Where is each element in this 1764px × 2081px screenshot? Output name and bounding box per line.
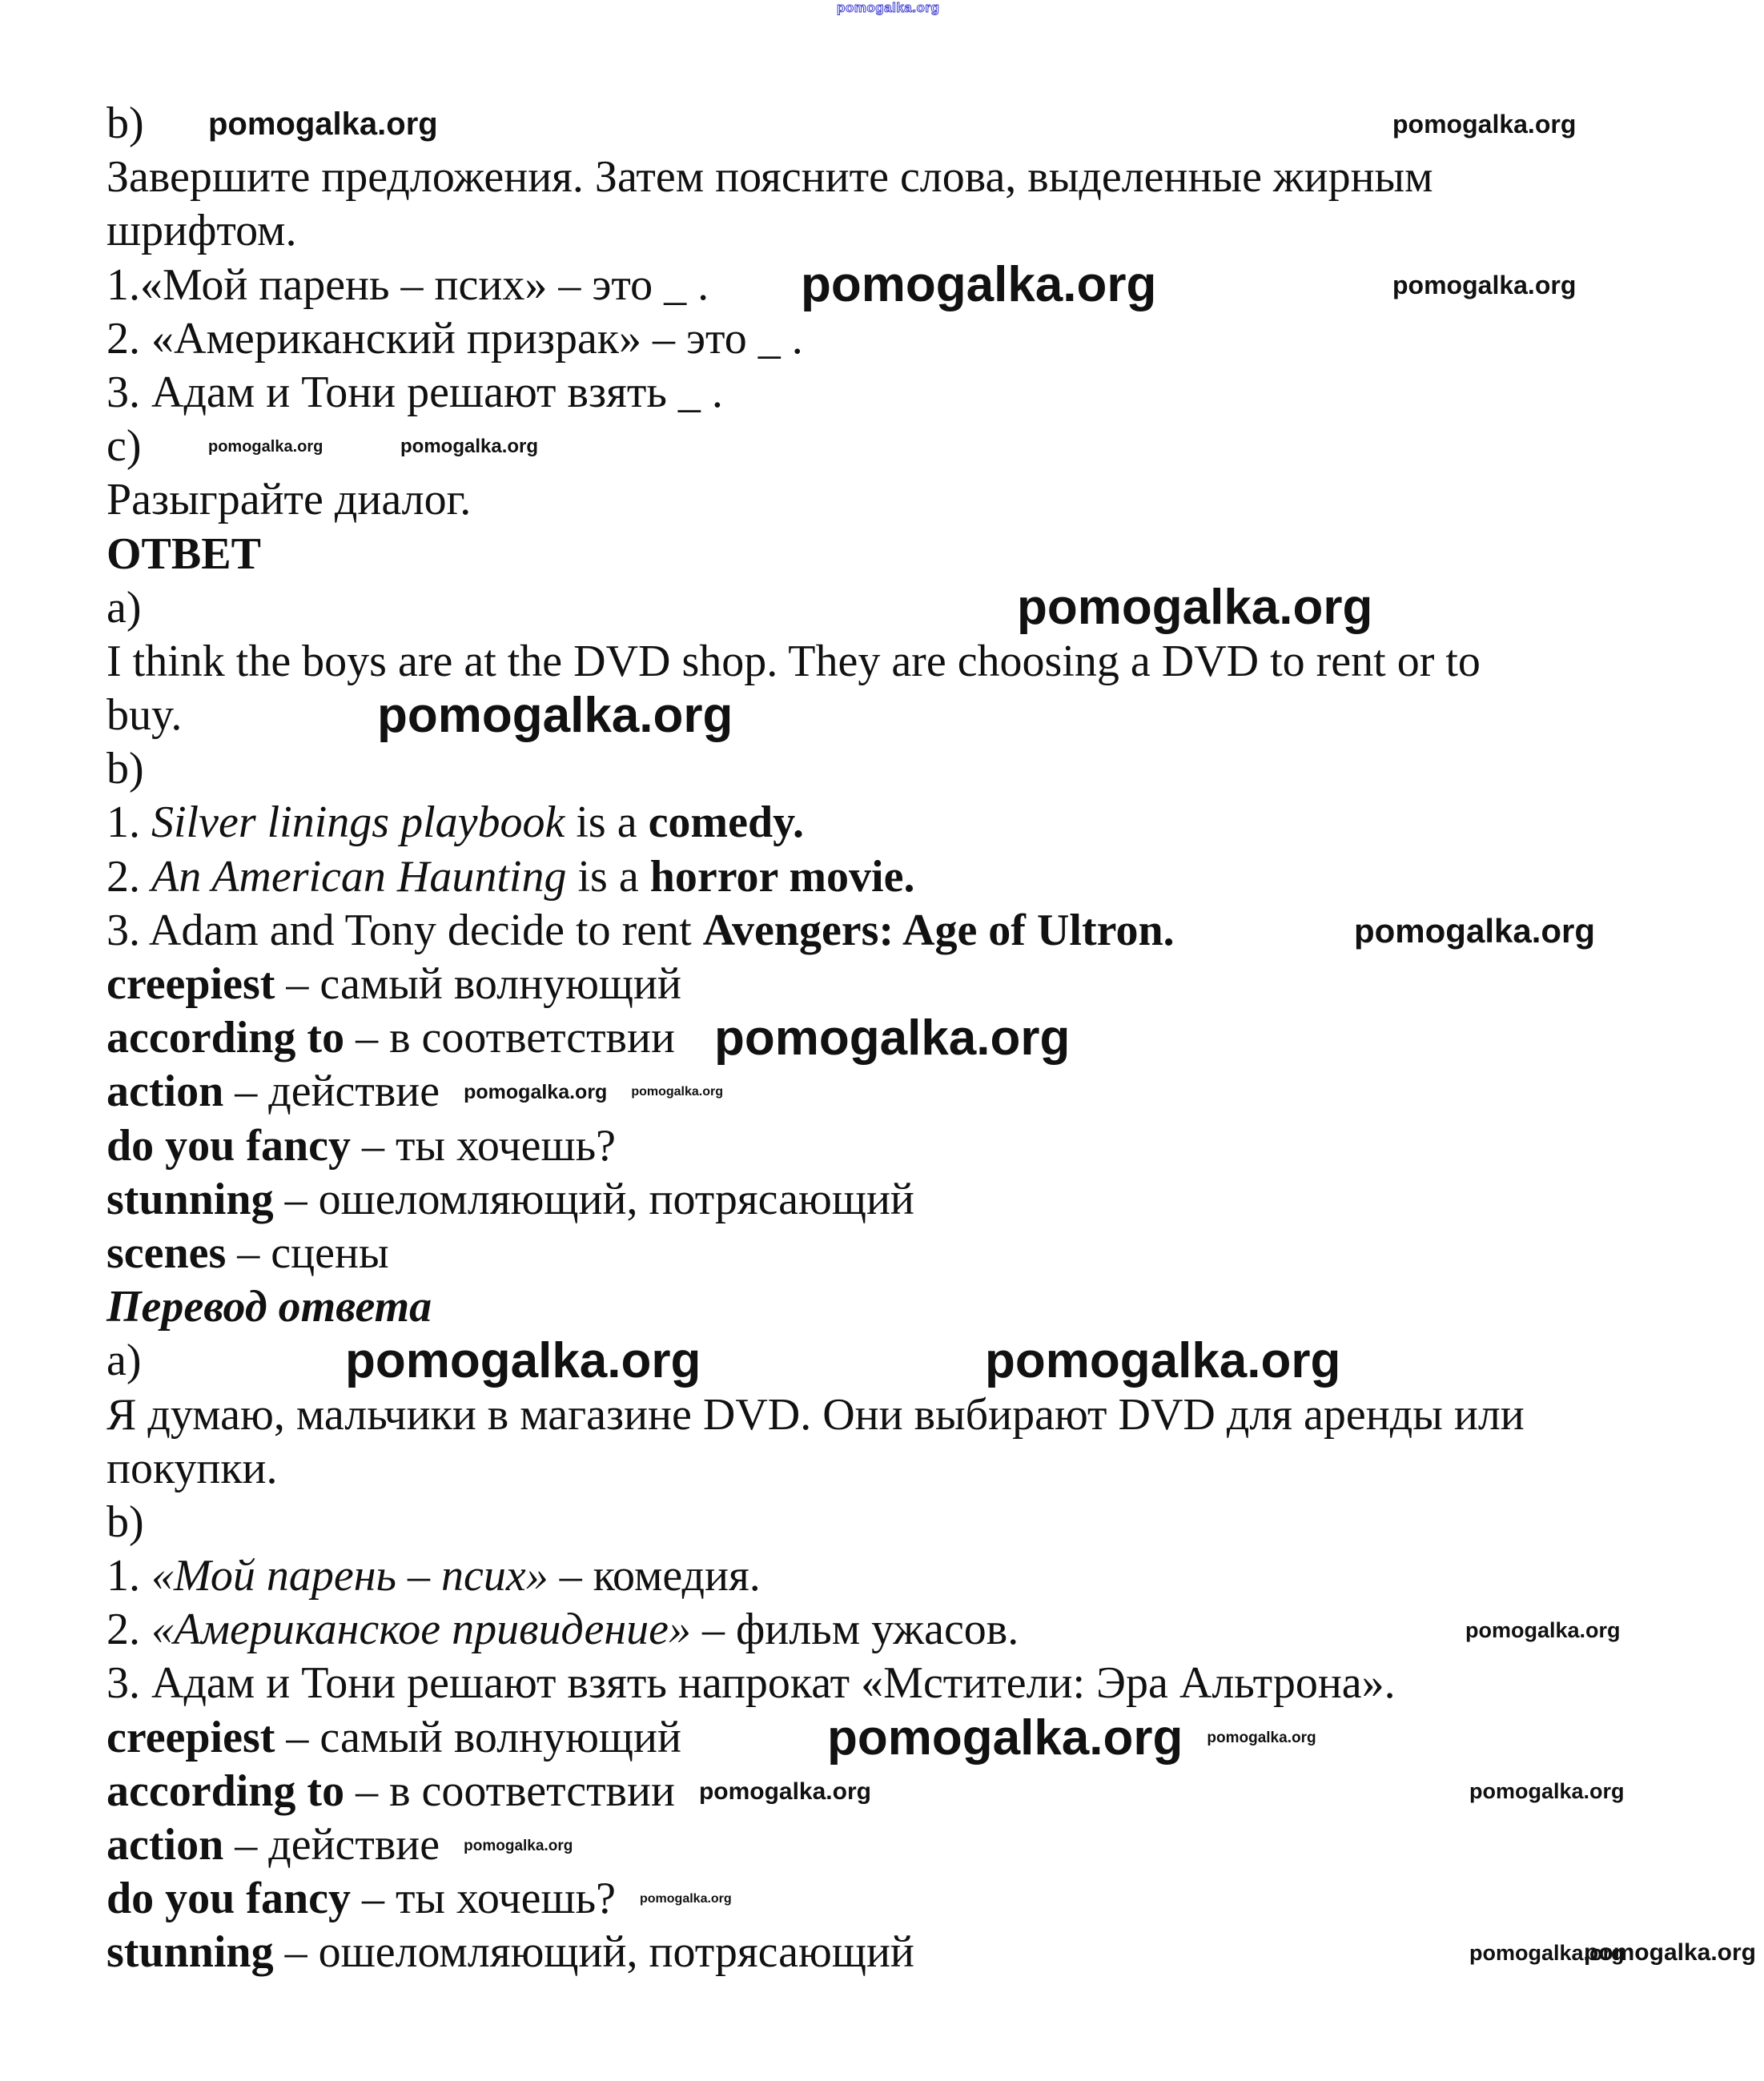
watermark: pomogalka.org <box>1207 1729 1316 1747</box>
watermark: pomogalka.org <box>377 687 733 743</box>
text-line <box>106 1280 1676 1334</box>
bold-text: comedy. <box>648 797 804 848</box>
watermark: pomogalka.org <box>208 106 438 142</box>
text-segment: – действие <box>223 1067 440 1117</box>
text-segment: – в соответствии <box>344 1766 675 1816</box>
watermark: pomogalka.org <box>1392 109 1577 139</box>
watermark: pomogalka.org <box>400 435 539 457</box>
text-segment: – ошеломляющий, потрясающий <box>273 1174 914 1224</box>
watermark: pomogalka.org <box>1583 1939 1756 1967</box>
text-segment: a) <box>106 1336 142 1386</box>
bold-text: action <box>106 1067 224 1117</box>
text-line <box>106 1872 1676 1926</box>
watermark: pomogalka.org <box>631 1085 724 1099</box>
watermark: pomogalka.org <box>1469 1779 1625 1804</box>
bold-text: scenes <box>106 1227 227 1278</box>
text-segment: покупки. <box>106 1443 278 1493</box>
text-segment: is a <box>566 851 650 902</box>
text-line <box>106 1926 1676 1979</box>
bold-text: ОТВЕТ <box>106 528 261 579</box>
bold-text: creepiest <box>106 959 275 1009</box>
watermark: pomogalka.org <box>801 257 1157 313</box>
text-segment: шрифтом. <box>106 206 297 256</box>
text-line <box>106 204 1676 258</box>
text-segment: Я думаю, мальчики в магазине DVD. Они выбирают DVD для аренды или <box>106 1389 1525 1440</box>
text-line <box>106 1657 1676 1710</box>
text-line <box>106 689 1676 742</box>
text-segment: – сцены <box>226 1227 389 1278</box>
text-segment: – ты хочешь? <box>350 1120 616 1171</box>
watermark: pomogalka.org <box>1469 1940 1625 1965</box>
watermark: pomogalka.org <box>464 1837 573 1854</box>
text-segment: 1. <box>106 1551 151 1601</box>
bold-italic-heading: Перевод ответа <box>106 1282 432 1332</box>
text-line <box>106 1119 1676 1173</box>
text-segment: a) <box>106 582 142 633</box>
bold-text: according to <box>106 1766 345 1816</box>
text-segment: I think the boys are at the DVD shop. They are choosing a DVD to rent or to <box>106 636 1481 686</box>
text-segment: – в соответствии <box>344 1013 675 1063</box>
text-segment: – комедия. <box>548 1551 761 1601</box>
text-line <box>106 796 1676 850</box>
text-line <box>106 151 1676 204</box>
text-segment: – самый волнующий <box>275 959 681 1009</box>
bold-text: action <box>106 1820 224 1870</box>
watermark: pomogalka.org <box>208 437 323 456</box>
text-line <box>106 473 1676 527</box>
watermark: pomogalka.org <box>714 1010 1071 1066</box>
text-segment: – самый волнующий <box>275 1712 681 1762</box>
text-line <box>106 1388 1676 1442</box>
text-segment: Завершите предложения. Затем поясните слова, выделенные жирным <box>106 152 1433 203</box>
watermark: pomogalka.org <box>698 1778 871 1805</box>
text-segment: 2. <box>106 1605 151 1655</box>
text-line <box>106 1442 1676 1496</box>
text-segment: 3. Адам и Тони решают взять _ . <box>106 367 723 417</box>
italic-text: «Мой парень – псих» <box>151 1551 548 1601</box>
watermark: pomogalka.org <box>1465 1617 1621 1642</box>
watermark: pomogalka.org <box>827 1709 1183 1766</box>
text-line <box>106 366 1676 420</box>
text-segment: buy. <box>106 690 183 741</box>
text-line <box>106 1549 1676 1603</box>
bold-text: do you fancy <box>106 1120 351 1171</box>
text-line <box>106 528 1676 581</box>
watermark: pomogalka.org <box>1354 911 1596 950</box>
text-segment: 1. <box>106 797 151 848</box>
text-segment: 3. Адам и Тони решают взять напрокат «Мстители: Эра Альтрона». <box>106 1658 1396 1709</box>
bold-text: horror movie. <box>649 851 915 902</box>
italic-text: «Американское привидение» <box>151 1605 691 1655</box>
text-segment: b) <box>106 98 144 148</box>
text-line <box>106 1334 1676 1388</box>
text-line <box>106 1065 1676 1119</box>
bold-text: Avengers: Age of Ultron. <box>702 905 1175 955</box>
watermark: pomogalka.org <box>1392 271 1577 300</box>
text-line <box>106 850 1676 904</box>
text-line <box>106 1173 1676 1227</box>
text-segment: 1.«Мой парень – псих» – это _ . <box>106 259 709 310</box>
text-line <box>106 312 1676 366</box>
watermark: pomogalka.org <box>640 1892 732 1906</box>
italic-text: Silver linings playbook <box>151 797 565 848</box>
text-line <box>106 635 1676 689</box>
text-line <box>106 1603 1676 1657</box>
italic-text: An American Haunting <box>151 851 567 902</box>
text-line <box>106 1227 1676 1280</box>
text-segment: Разыграйте диалог. <box>106 475 472 525</box>
text-segment: – ошеломляющий, потрясающий <box>273 1927 914 1978</box>
text-line <box>106 581 1676 635</box>
text-segment: c) <box>106 421 142 472</box>
text-segment: – ты хочешь? <box>350 1874 616 1924</box>
text-segment: b) <box>106 1496 144 1547</box>
bold-text: according to <box>106 1013 345 1063</box>
text-segment: b) <box>106 744 144 794</box>
bold-text: do you fancy <box>106 1874 351 1924</box>
text-line <box>106 1765 1676 1818</box>
text-segment: 3. Adam and Tony decide to rent <box>106 905 703 955</box>
watermark: pomogalka.org <box>1017 580 1373 636</box>
text-segment: 2. <box>106 851 151 902</box>
watermark: pomogalka.org <box>345 1333 701 1389</box>
text-line <box>106 1818 1676 1872</box>
bold-text: creepiest <box>106 1712 275 1762</box>
text-line <box>106 420 1676 473</box>
bold-text: stunning <box>106 1927 274 1978</box>
text-line <box>106 742 1676 796</box>
text-segment: – действие <box>223 1820 440 1870</box>
text-segment: 2. «Американский призрак» – это _ . <box>106 313 803 364</box>
watermark: pomogalka.org <box>464 1080 608 1103</box>
text-segment: – фильм ужасов. <box>690 1605 1019 1655</box>
text-line <box>106 1496 1676 1549</box>
watermark: pomogalka.org <box>985 1333 1341 1389</box>
text-line <box>106 958 1676 1011</box>
site-header-link[interactable]: pomogalka.org <box>837 0 940 15</box>
text-segment: is a <box>565 797 649 848</box>
bold-text: stunning <box>106 1174 274 1224</box>
